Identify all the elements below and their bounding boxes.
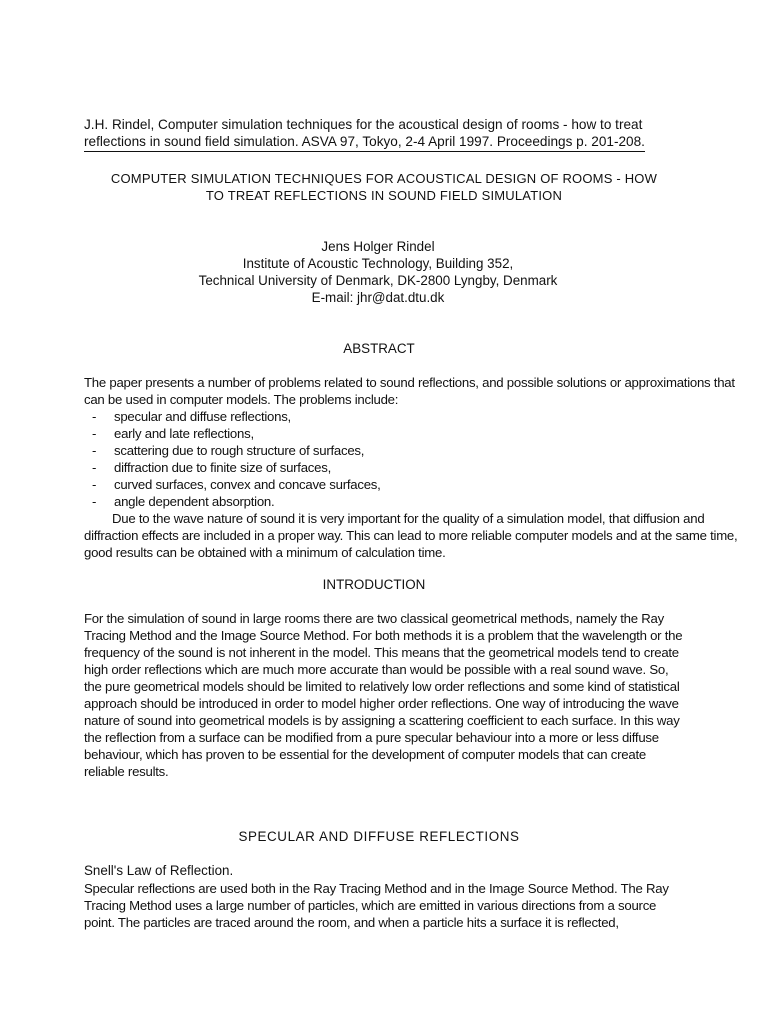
author-affiliation-1: Institute of Acoustic Technology, Building 352,	[242, 256, 514, 271]
paper-title	[70, 170, 698, 204]
problem-list-item: - scattering due to rough structure of surfaces,	[92, 443, 365, 458]
author-block	[80, 238, 676, 306]
author-email: E-mail: jhr@dat.dtu.dk	[311, 290, 445, 305]
problem-list-item: - curved surfaces, convex and concave surfaces,	[92, 477, 381, 492]
title-line-1: COMPUTER SIMULATION TECHNIQUES FOR ACOUSTICAL DESIGN OF ROOMS - HOW	[110, 171, 658, 186]
abstract-body	[84, 374, 744, 561]
problem-list-item: - specular and diffuse reflections,	[92, 409, 291, 424]
author-name: Jens Holger Rindel	[321, 239, 435, 254]
abstract-intro: The paper presents a number of problems related to sound reflections, and possible solutions or approximations that can be used in computer models. The problems include:	[84, 375, 735, 407]
specular-heading: SPECULAR AND DIFFUSE REFLECTIONS	[238, 829, 520, 844]
abstract-closing: Due to the wave nature of sound it is very important for the quality of a simulation model, that diffusion and diffraction effects are included in a proper way. This can lead to more reliable computer models and at the same time, good results can be obtained with a minimum of calculation time.	[84, 511, 738, 560]
problem-list-item: - early and late reflections,	[92, 426, 254, 441]
title-line-2: TO TREAT REFLECTIONS IN SOUND FIELD SIMULATION	[205, 188, 563, 203]
introduction-text: For the simulation of sound in large rooms there are two classical geometrical methods, namely the Ray Tracing Method and the Image Source Method. For both methods it is a problem that the wavelength or the frequency of the sound is not inherent in the model. This means that the geometrical models tend to create high order reflections which are much more accurate than would be possible with a real sound wave. So, the pure geometrical models should be limited to relatively low order reflections and some kind of statistical approach should be introduced in order to model higher order reflections. One way of introducing the wave nature of sound into geometrical models is by assigning a scattering coefficient to each surface. In this way the reflection from a surface can be modified from a pure specular behaviour into a more or less diffuse behaviour, which has proven to be essential for the development of computer models that can create reliable results.	[84, 611, 683, 779]
introduction-heading: INTRODUCTION	[322, 577, 426, 592]
citation-line-2: reflections in sound field simulation. ASVA 97, Tokyo, 2-4 April 1997. Proceedings p. 201-208.	[84, 133, 645, 152]
citation-line-1: J.H. Rindel, Computer simulation techniques for the acoustical design of rooms - how to treat	[84, 117, 643, 132]
problem-list-item: - angle dependent absorption.	[92, 494, 275, 509]
author-affiliation-2: Technical University of Denmark, DK-2800 Lyngby, Denmark	[198, 273, 558, 288]
problem-list	[84, 408, 744, 510]
specular-text: Specular reflections are used both in the Ray Tracing Method and in the Image Source Method. The Ray Tracing Method uses a large number of particles, which are emitted in various directions from a source point. The particles are traced around the room, and when a particle hits a surface it is reflected,	[84, 881, 669, 930]
abstract-heading: ABSTRACT	[343, 341, 415, 356]
snells-law-subheading: Snell's Law of Reflection.	[84, 863, 234, 878]
citation	[84, 116, 744, 152]
problem-list-item: - diffraction due to finite size of surfaces,	[92, 460, 331, 475]
